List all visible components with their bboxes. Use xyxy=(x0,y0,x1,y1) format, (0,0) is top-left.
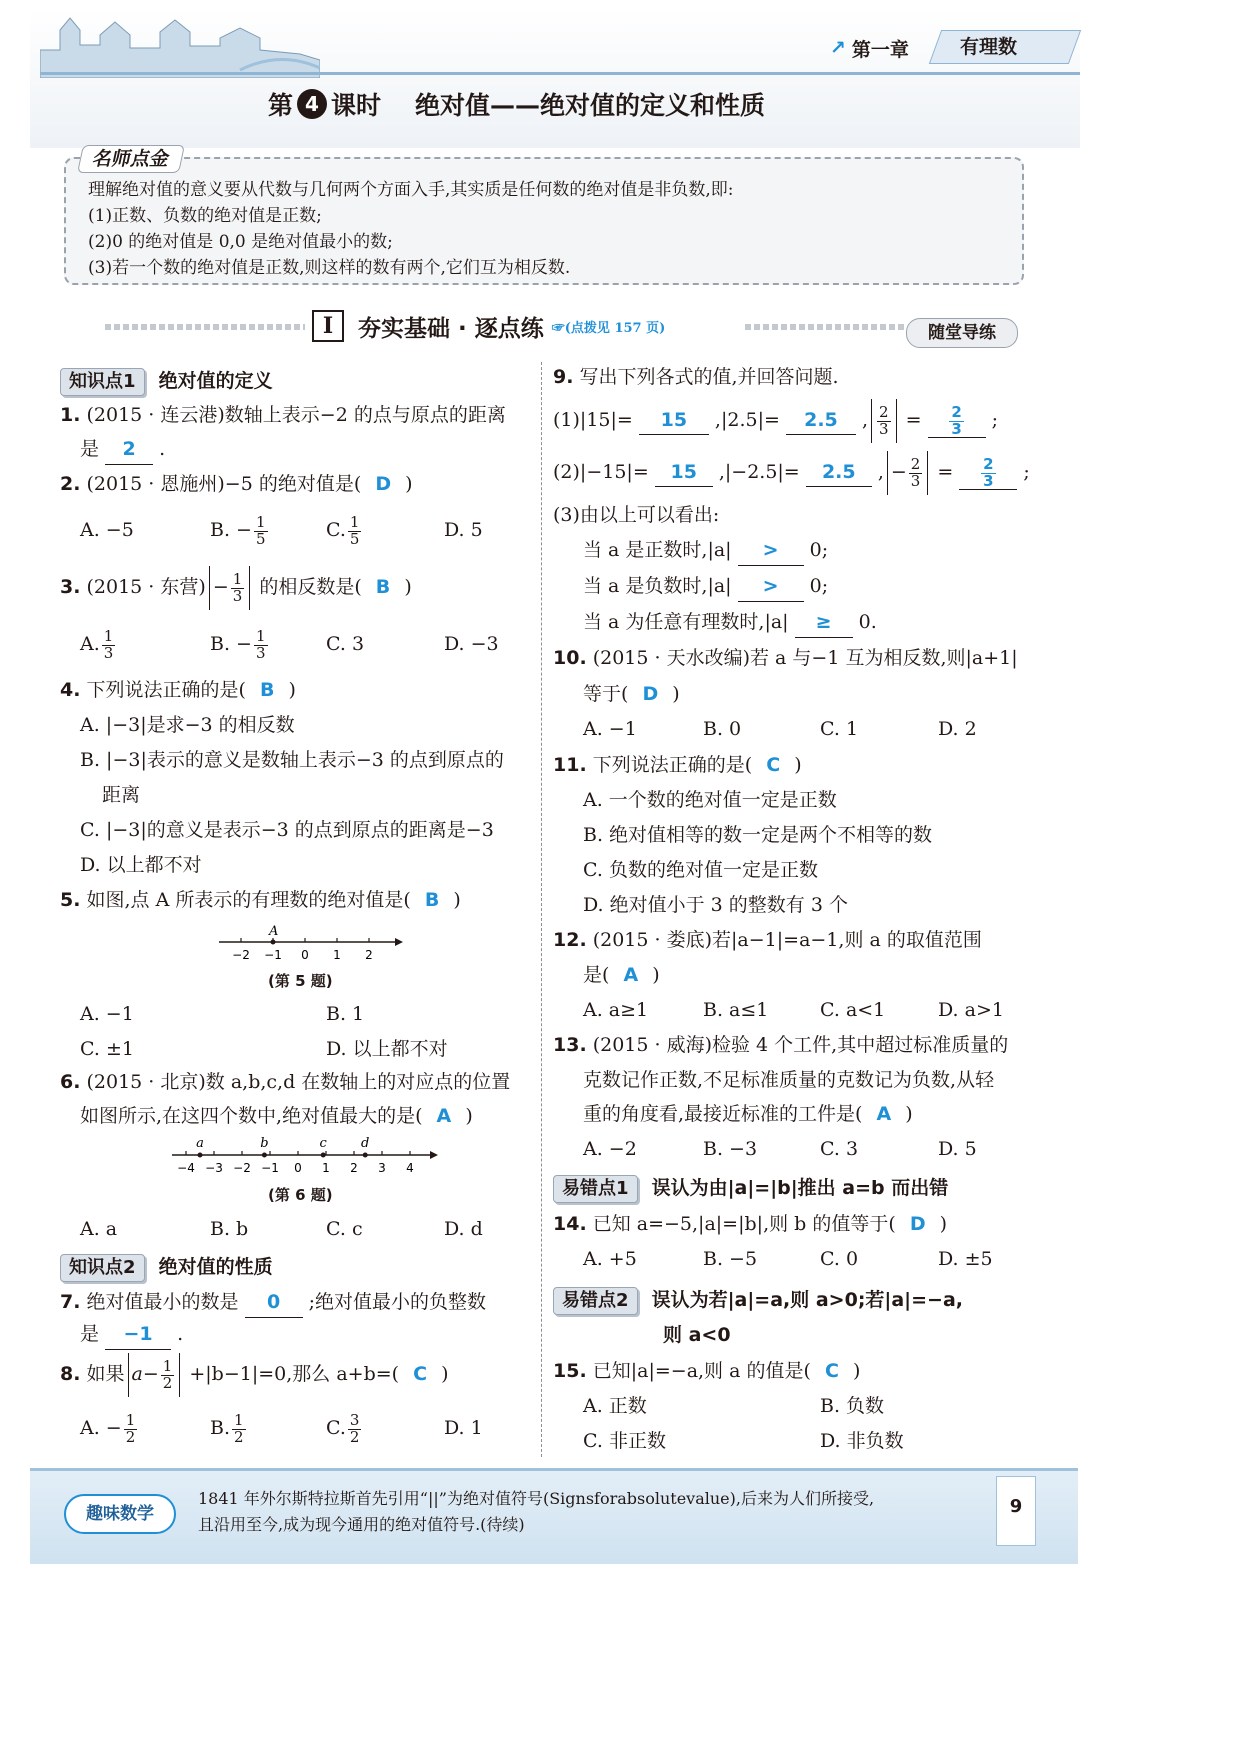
chapter-number: 第一章 xyxy=(851,38,909,61)
q2-option-c-frac: $\frac{1}{5}$ xyxy=(349,512,360,548)
chevron-icon: ↗ xyxy=(830,37,846,59)
q9-line-1: 当 a 是正数时,|a| > 0; xyxy=(583,535,828,566)
q10-option-a: A. −1 xyxy=(583,718,637,740)
q9-number: 9. xyxy=(553,366,574,388)
q2-end: ) xyxy=(405,473,413,495)
q7-answer-1: 0 xyxy=(245,1287,303,1318)
q11-answer: C xyxy=(766,754,781,776)
q8-number: 8. xyxy=(60,1363,81,1385)
tip-line-1: 理解绝对值的意义要从代数与几何两个方面入手,其实质是任何数的绝对值是非负数,即: xyxy=(88,180,734,200)
lesson-prefix: 第 xyxy=(268,91,294,120)
q6-text-b: 如图所示,在这四个数中,绝对值最大的是( xyxy=(80,1105,423,1127)
header-rule xyxy=(40,72,1080,75)
q14-option-c: C. 0 xyxy=(820,1248,859,1270)
q8-frac: $\frac{1}{2}$ xyxy=(162,1356,173,1392)
q7-answer-2: −1 xyxy=(105,1319,171,1350)
q4-option-b-line1: B. |−3|表示的意义是数轴上表示−3 的点到原点的 xyxy=(80,749,504,771)
q13-option-a: A. −2 xyxy=(583,1138,637,1160)
question-10-line1 xyxy=(553,643,1018,673)
q13-text-c: 重的角度看,最接近标准的工件是( xyxy=(583,1103,863,1125)
q6-answer: A xyxy=(436,1105,452,1127)
error-point-2-line2: 则 a<0 xyxy=(663,1324,731,1346)
q14-option-b: B. −5 xyxy=(703,1248,758,1270)
q5-answer: B xyxy=(424,889,440,911)
footer-line-2: 且沿用至今,成为现今通用的绝对值符号.(待续) xyxy=(198,1515,525,1534)
q6-tick-label: −4 xyxy=(177,1161,195,1175)
q11-number: 11. xyxy=(553,754,587,776)
q6-tick-label: −1 xyxy=(261,1161,279,1175)
q14-text: 已知 a=−5,|a|=|b|,则 b 的值等于( xyxy=(592,1213,896,1235)
q3-option-d: D. −3 xyxy=(444,633,499,655)
q2-option-c xyxy=(326,508,363,552)
q10-text-b: 等于( xyxy=(583,683,629,705)
q4-text: 下列说法正确的是( xyxy=(86,679,246,701)
q10-answer: D xyxy=(642,683,659,705)
q6-option-c: C. c xyxy=(326,1218,363,1240)
question-9 xyxy=(553,362,839,392)
abs-bar-right xyxy=(896,399,897,443)
q5-number: 5. xyxy=(60,889,81,911)
q7-text-a: 绝对值最小的数是 xyxy=(86,1291,239,1313)
q5-caption: (第 5 题) xyxy=(268,972,333,990)
q11-option-d: D. 绝对值小于 3 的整数有 3 个 xyxy=(583,894,848,916)
q15-option-b: B. 负数 xyxy=(820,1395,885,1417)
q3-option-a-frac: $\frac{1}{3}$ xyxy=(103,626,114,662)
q6-end: ) xyxy=(465,1105,473,1127)
q12-text-b: 是( xyxy=(583,964,610,986)
q6-tick-label: −3 xyxy=(205,1161,223,1175)
q7-text-c: 是 xyxy=(80,1323,100,1345)
q12-number: 12. xyxy=(553,929,587,951)
abs-bar-left xyxy=(128,1353,129,1397)
q8-option-a-frac: $\frac{1}{2}$ xyxy=(125,1410,136,1446)
q2-text: (2015 · 恩施州)−5 的绝对值是( xyxy=(86,473,362,495)
q10-text-a: (2015 · 天水改编)若 a 与−1 互为相反数,则|a+1| xyxy=(592,647,1018,669)
castle-illustration xyxy=(40,10,320,78)
q5-option-c: C. ±1 xyxy=(80,1038,134,1060)
q10-option-c: C. 1 xyxy=(820,718,859,740)
q6-point-a xyxy=(198,1153,203,1158)
question-10-line2 xyxy=(583,679,680,709)
q9-ans-8: > xyxy=(738,571,804,602)
kp2-tag: 知识点2 xyxy=(60,1254,145,1282)
q7-text-b: ;绝对值最小的负整数 xyxy=(308,1291,487,1313)
chapter-title: 有理数 xyxy=(960,36,1018,58)
q11-end: ) xyxy=(794,754,802,776)
question-1-line1 xyxy=(60,400,506,430)
q3-frac: $\frac{1}{3}$ xyxy=(232,569,243,605)
q3-option-a: A. $\frac{1}{3}$ xyxy=(80,626,114,662)
kp2-text: 绝对值的性质 xyxy=(158,1256,273,1278)
abs-bar-right xyxy=(179,1353,180,1397)
q10-option-d: D. 2 xyxy=(938,718,977,740)
abs-bar-left xyxy=(871,399,872,443)
q14-end: ) xyxy=(939,1213,948,1235)
question-14 xyxy=(553,1209,947,1239)
q5-tick-label: −2 xyxy=(232,948,250,962)
tip-label: 名师点金 xyxy=(77,145,185,173)
q8-option-d: D. 1 xyxy=(444,1417,483,1439)
section-rule-right xyxy=(745,324,905,330)
q11-option-a: A. 一个数的绝对值一定是正数 xyxy=(583,789,837,811)
abs-bar-right xyxy=(927,451,928,495)
q13-end: ) xyxy=(905,1103,913,1125)
q3-post: 的相反数是( xyxy=(259,576,362,598)
q6-number: 6. xyxy=(60,1071,81,1093)
error-point-1 xyxy=(553,1173,948,1203)
q6-caption: (第 6 题) xyxy=(268,1186,333,1204)
q4-option-a: A. |−3|是求−3 的相反数 xyxy=(80,714,295,736)
q8-answer: C xyxy=(413,1363,428,1385)
q12-end: ) xyxy=(652,964,660,986)
q4-option-b-line2: 距离 xyxy=(102,784,141,806)
q14-option-d: D. ±5 xyxy=(938,1248,993,1270)
q2-option-b-frac: $\frac{1}{5}$ xyxy=(255,512,266,548)
q15-end: ) xyxy=(852,1360,861,1382)
q11-option-c: C. 负数的绝对值一定是正数 xyxy=(583,859,818,881)
q15-text: 已知|a|=−a,则 a 的值是( xyxy=(592,1360,811,1382)
q6-tick-label: 4 xyxy=(406,1161,414,1175)
q8-option-b: B. $\frac{1}{2}$ xyxy=(210,1410,244,1446)
q6-point-label-b: b xyxy=(260,1136,269,1151)
q8-expr: a− xyxy=(131,1363,159,1385)
question-13-line3 xyxy=(583,1099,913,1129)
q3-end: ) xyxy=(404,576,412,598)
q6-tick-label: 3 xyxy=(378,1161,386,1175)
q5-option-b: B. 1 xyxy=(326,1003,365,1025)
q10-number: 10. xyxy=(553,647,587,669)
q3-pre: (2015 · 东营) xyxy=(86,576,206,598)
q5-option-a: A. −1 xyxy=(80,1003,134,1025)
chapter-label xyxy=(830,30,909,66)
q1-end: . xyxy=(159,438,166,460)
question-13-line2: 克数记作正数,不足标准质量的克数记为负数,从轻 xyxy=(583,1069,995,1091)
q4-number: 4. xyxy=(60,679,81,701)
q3-option-b: B. − $\frac{1}{3}$ xyxy=(210,626,266,662)
q13-text-a: (2015 · 威海)检验 4 个工件,其中超过标准质量的 xyxy=(592,1034,1009,1056)
q12-option-a: A. a≥1 xyxy=(583,999,649,1021)
q9-row2-frac: $\frac{2}{3}$ xyxy=(910,454,921,490)
question-7-line2 xyxy=(80,1319,183,1350)
q6-option-a: A. a xyxy=(80,1218,118,1240)
q5-tick-label: 1 xyxy=(333,948,341,962)
q2-option-c-label: C. xyxy=(326,519,346,541)
ep2-text: 误认为若|a|=a,则 a>0;若|a|=−a, xyxy=(651,1289,963,1311)
q6-point-c xyxy=(321,1153,326,1158)
q9-line-3: 当 a 为任意有理数时,|a| ≥ 0. xyxy=(583,607,877,638)
q8-end: ) xyxy=(441,1363,449,1385)
q3-minus: − xyxy=(212,576,229,598)
q12-answer: A xyxy=(623,964,639,986)
q9-ans-5: 2.5 xyxy=(806,458,872,487)
lesson-title: 绝对值——绝对值的定义和性质 xyxy=(415,91,766,120)
q2-answer: D xyxy=(375,473,392,495)
q4-end: ) xyxy=(288,679,296,701)
question-5 xyxy=(60,885,461,915)
q6-tick-label: 1 xyxy=(322,1161,330,1175)
q8-option-b-frac: $\frac{1}{2}$ xyxy=(234,1410,244,1446)
q9-row-3: (3)由以上可以看出: xyxy=(553,504,720,526)
ep2-tag: 易错点2 xyxy=(553,1287,638,1315)
q14-option-a: A. +5 xyxy=(583,1248,637,1270)
question-6-line1 xyxy=(60,1067,510,1097)
abs-bar-right xyxy=(249,566,250,610)
q1-text-a: (2015 · 连云港)数轴上表示−2 的点与原点的距离 xyxy=(86,404,506,426)
q9-ans-7: > xyxy=(738,535,804,566)
section-title-row xyxy=(312,308,665,344)
q8-post: +|b−1|=0,那么 a+b=( xyxy=(189,1363,400,1385)
q12-option-c: C. a<1 xyxy=(820,999,886,1021)
q9-line-2: 当 a 是负数时,|a| > 0; xyxy=(583,571,828,602)
question-12-line2 xyxy=(583,960,660,990)
q6-option-b: B. b xyxy=(210,1218,249,1240)
question-11 xyxy=(553,750,802,780)
question-3 xyxy=(60,565,412,610)
tip-line-3: (2)0 的绝对值是 0,0 是绝对值最小的数; xyxy=(88,232,393,252)
q14-number: 14. xyxy=(553,1213,587,1235)
q11-option-b: B. 绝对值相等的数一定是两个不相等的数 xyxy=(583,824,933,846)
q5-point-label: A xyxy=(269,924,279,939)
q9-row-2: (2)|−15|= 15 ,|−2.5|= 2.5 , − $\frac{2}{3}$ = $\frac{2}{3}$ ; xyxy=(553,448,1030,496)
q9-ans-9: ≥ xyxy=(795,607,853,638)
q8-option-c: C. $\frac{3}{2}$ xyxy=(326,1410,360,1446)
q6-text-a: (2015 · 北京)数 a,b,c,d 在数轴上的对应点的位置 xyxy=(86,1071,511,1093)
q5-tick-label: 0 xyxy=(301,948,309,962)
q10-option-b: B. 0 xyxy=(703,718,742,740)
section-rule-left xyxy=(105,324,305,330)
q5-end: ) xyxy=(453,889,461,911)
column-divider xyxy=(541,362,542,1457)
q6-option-d: D. d xyxy=(444,1218,483,1240)
lesson-title-row xyxy=(268,84,765,124)
lesson-suffix: 课时 xyxy=(331,91,382,120)
error-point-2 xyxy=(553,1285,963,1315)
knowledge-point-1 xyxy=(60,366,273,396)
kp1-tag: 知识点1 xyxy=(60,368,145,396)
q9-ans-3: $\frac{2}{3}$ xyxy=(928,405,986,439)
section-ref: ☞(点拨见 157 页) xyxy=(551,320,666,336)
q6-point-d xyxy=(363,1153,368,1158)
q6-tick-label: −2 xyxy=(233,1161,251,1175)
q7-number: 7. xyxy=(60,1291,81,1313)
q13-option-b: B. −3 xyxy=(703,1138,758,1160)
q3-option-b-frac: $\frac{1}{3}$ xyxy=(255,626,266,662)
footer-line-1: 1841 年外尔斯特拉斯首先引用“||”为绝对值符号(Signsforabsolutevalue),后来为人们所接受, xyxy=(198,1489,875,1508)
ep1-tag: 易错点1 xyxy=(553,1175,638,1203)
q2-option-b-label: B. − xyxy=(210,519,252,541)
q15-option-c: C. 非正数 xyxy=(583,1430,666,1452)
q1-text-b: 是 xyxy=(80,438,100,460)
q6-point-label-c: c xyxy=(319,1136,327,1151)
q5-tick-label: 2 xyxy=(365,948,373,962)
q2-option-b xyxy=(210,508,270,552)
q12-option-b: B. a≤1 xyxy=(703,999,769,1021)
q1-number: 1. xyxy=(60,404,81,426)
q4-option-d: D. 以上都不对 xyxy=(80,854,202,876)
section-title: 夯实基础 · 逐点练 xyxy=(358,315,544,342)
q4-option-c: C. |−3|的意义是表示−3 的点到原点的距离是−3 xyxy=(80,819,494,841)
q11-text: 下列说法正确的是( xyxy=(592,754,753,776)
q6-point-label-d: d xyxy=(361,1136,370,1151)
footer-band xyxy=(30,1468,1078,1564)
q12-option-d: D. a>1 xyxy=(938,999,1004,1021)
tip-line-2: (1)正数、负数的绝对值是正数; xyxy=(88,206,322,226)
q6-point-label-a: a xyxy=(196,1136,204,1151)
q4-answer: B xyxy=(259,679,275,701)
q2-option-a: A. −5 xyxy=(80,519,134,541)
q6-point-b xyxy=(262,1153,267,1158)
q5-text: 如图,点 A 所表示的有理数的绝对值是( xyxy=(86,889,411,911)
question-2 xyxy=(60,469,413,499)
q9-ans-1: 15 xyxy=(639,406,709,435)
q13-number: 13. xyxy=(553,1034,587,1056)
question-15 xyxy=(553,1356,860,1386)
section-roman: I xyxy=(312,310,344,342)
q15-option-d: D. 非负数 xyxy=(820,1430,904,1452)
q6-tick-label: 0 xyxy=(294,1161,302,1175)
q9-ans-2: 2.5 xyxy=(786,406,856,435)
question-1-line2 xyxy=(80,434,165,465)
q13-answer: A xyxy=(876,1103,892,1125)
q9-row-1: (1)|15|= 15 ,|2.5|= 2.5 , $\frac{2}{3}$ = $\frac{2}{3}$ ; xyxy=(553,396,998,444)
q15-option-a: A. 正数 xyxy=(583,1395,647,1417)
q10-end: ) xyxy=(672,683,680,705)
q15-number: 15. xyxy=(553,1360,587,1382)
section-badge: 随堂导练 xyxy=(906,318,1018,348)
question-6-line2 xyxy=(80,1101,473,1131)
question-4 xyxy=(60,675,296,705)
q9-ans-6: $\frac{2}{3}$ xyxy=(959,457,1017,491)
question-8 xyxy=(60,1352,449,1397)
abs-bar-left xyxy=(887,451,888,495)
abs-bar-left xyxy=(209,566,210,610)
q9-ans-4: 15 xyxy=(655,458,713,487)
q3-number: 3. xyxy=(60,576,81,598)
q5-option-d: D. 以上都不对 xyxy=(326,1038,448,1060)
q8-option-c-frac: $\frac{3}{2}$ xyxy=(349,1410,360,1446)
q5-number-line xyxy=(215,922,405,970)
ep1-text: 误认为由|a|=|b|推出 a=b 而出错 xyxy=(651,1177,949,1199)
q1-answer: 2 xyxy=(105,434,153,465)
q9-text: 写出下列各式的值,并回答问题. xyxy=(579,366,839,388)
q8-pre: 如果 xyxy=(86,1363,125,1385)
q5-tick-label: −1 xyxy=(264,948,282,962)
lesson-number: 4 xyxy=(297,89,327,119)
question-13-line1 xyxy=(553,1030,1008,1060)
tip-line-4: (3)若一个数的绝对值是正数,则这样的数有两个,它们互为相反数. xyxy=(88,258,571,278)
q3-option-c: C. 3 xyxy=(326,633,365,655)
q13-option-d: D. 5 xyxy=(938,1138,977,1160)
kp1-text: 绝对值的定义 xyxy=(158,370,273,392)
knowledge-point-2 xyxy=(60,1252,273,1282)
question-12-line1 xyxy=(553,925,982,955)
q2-option-d: D. 5 xyxy=(444,519,483,541)
q13-option-c: C. 3 xyxy=(820,1138,859,1160)
q6-number-line xyxy=(168,1135,440,1183)
q9-row1-frac: $\frac{2}{3}$ xyxy=(879,402,889,438)
q12-text-a: (2015 · 娄底)若|a−1|=a−1,则 a 的取值范围 xyxy=(592,929,982,951)
page-number: 9 xyxy=(996,1476,1036,1546)
footer-logo: 趣味数学 xyxy=(64,1494,176,1534)
q3-answer: B xyxy=(375,576,391,598)
q8-option-a: A. − $\frac{1}{2}$ xyxy=(80,1410,136,1446)
question-7-line1 xyxy=(60,1287,486,1318)
q6-tick-label: 2 xyxy=(350,1161,358,1175)
q15-answer: C xyxy=(824,1360,839,1382)
q2-number: 2. xyxy=(60,473,81,495)
q14-answer: D xyxy=(909,1213,926,1235)
q7-end: . xyxy=(177,1323,184,1345)
